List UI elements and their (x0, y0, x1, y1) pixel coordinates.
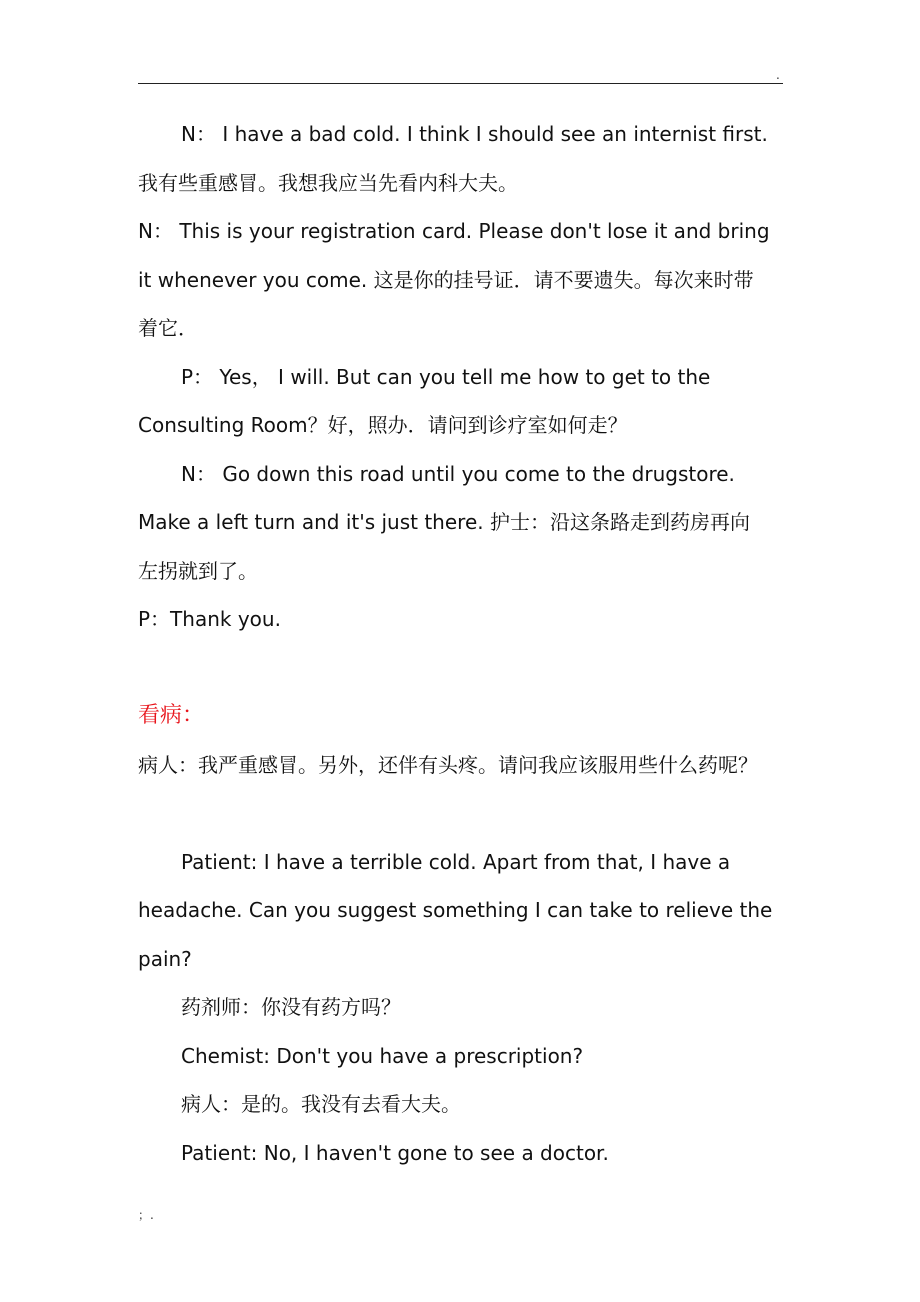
dialogue-line: 左拐就到了。 (138, 558, 258, 583)
dialogue-line: 病人：我严重感冒。另外，还伴有头疼。请问我应该服用些什么药呢？ (138, 752, 758, 777)
dialogue-line: 药剂师：你没有药方吗？ (181, 995, 401, 1019)
dialogue-line: Chemist: Don't you have a prescription? (181, 1043, 584, 1068)
header-mark: . (776, 68, 780, 82)
dialogue-line: Consulting Room？好，照办．请问到诊疗室如何走？ (138, 413, 628, 437)
spacer (138, 644, 788, 693)
dialogue-line: 我有些重感冒。我想我应当先看内科大夫。 (138, 170, 518, 195)
dialogue-line: Patient: No, I haven't gone to see a doctor. (181, 1140, 609, 1165)
dialogue-line: N： This is your registration card. Please don't lose it and bring (138, 219, 770, 243)
dialogue-line: N： I have a bad cold. I think I should see an internist first. (181, 122, 768, 146)
dialogue-line: headache. Can you suggest something I can take to relieve the (138, 898, 773, 922)
dialogue-line: 着它． (138, 316, 198, 340)
dialogue-line: P： Yes， I will. But can you tell me how to get to the (181, 364, 711, 389)
dialogue-line: Make a left turn and it's just there. 护士：沿这条路走到药房再向 (138, 510, 750, 534)
dialogue-line: P：Thank you. (138, 607, 281, 631)
document-body (138, 110, 788, 1177)
dialogue-line: pain? (138, 946, 192, 971)
dialogue-line: 病人：是的。我没有去看大夫。 (181, 1092, 461, 1116)
section-heading: 看病： (138, 703, 205, 728)
dialogue-line: N： Go down this road until you come to the drugstore. (181, 461, 735, 486)
dialogue-line: Patient: I have a terrible cold. Apart from that, I have a (181, 849, 731, 874)
footer-mark: ；. (138, 1208, 154, 1222)
spacer (138, 789, 788, 838)
header-rule (138, 83, 783, 84)
dialogue-line: it whenever you come. 这是你的挂号证．请不要遗失。每次来时带 (138, 267, 754, 292)
